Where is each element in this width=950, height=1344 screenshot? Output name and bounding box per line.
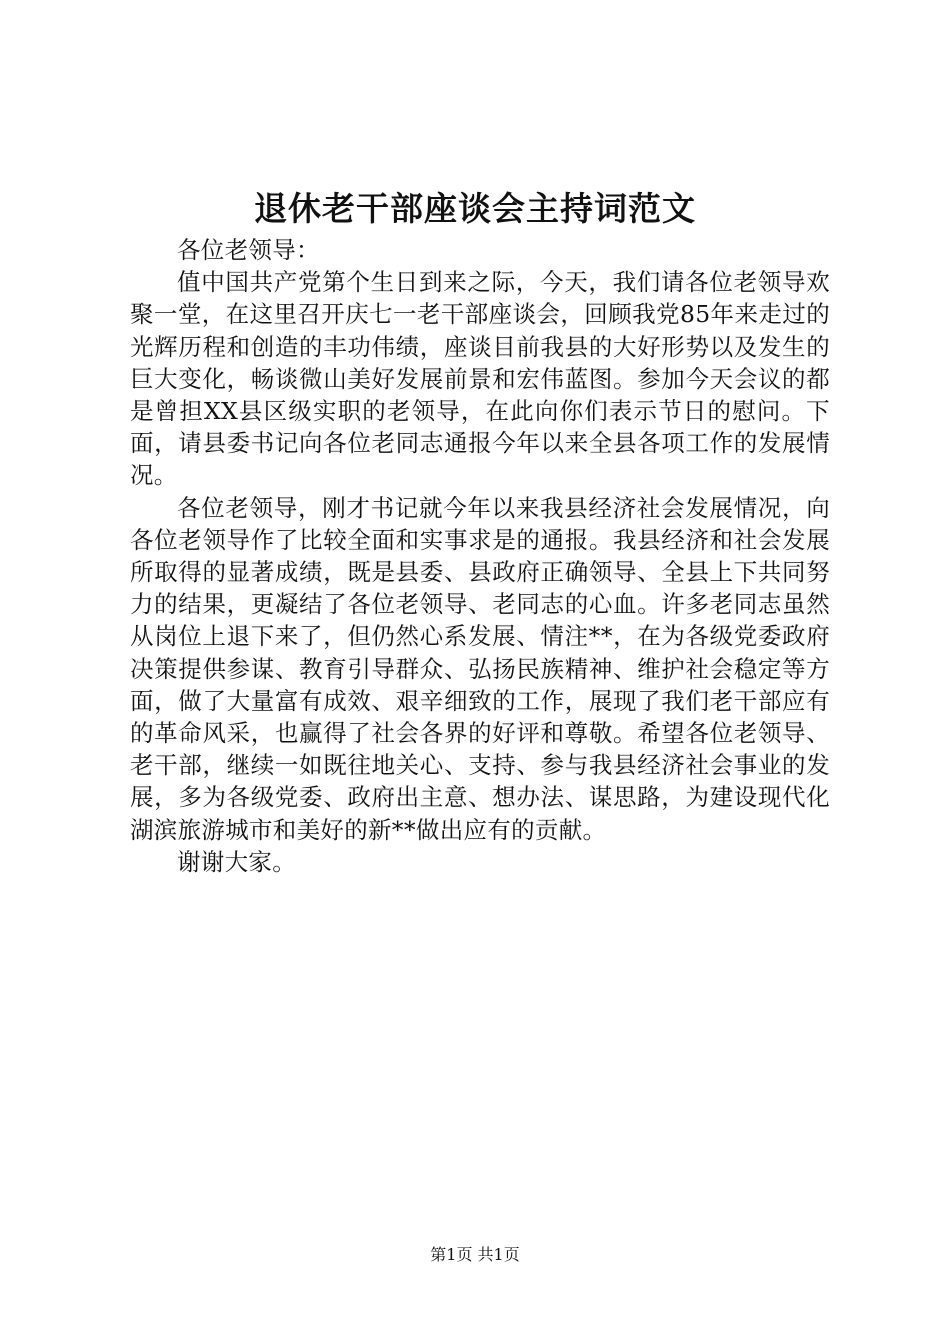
document-body [130, 234, 830, 878]
document-title: 退休老干部座谈会主持词范文 [254, 189, 696, 228]
body-paragraph: 值中国共产党第个生日到来之际，今天，我们请各位老领导欢聚一堂，在这里召开庆七一老干部座谈会，回顾我党85年来走过的光辉历程和创造的丰功伟绩，座谈目前我县的大好形势以及发生的巨大变化，畅谈微山美好发展前景和宏伟蓝图。参加今天会议的都是曾担XX县区级实职的老领导，在此向你们表示节日的慰问。下面，请县委书记向各位老同志通报今年以来全县各项工作的发展情况。 [130, 268, 830, 490]
salutation-paragraph: 各位老领导： [177, 236, 320, 264]
closing-paragraph: 谢谢大家。 [177, 847, 296, 876]
body-paragraph: 各位老领导，刚才书记就今年以来我县经济社会发展情况，向各位老领导作了比较全面和实事求是的通报。我县经济和社会发展所取得的显著成绩，既是县委、县政府正确领导、全县上下共同努力的结果，更凝结了各位老领导、老同志的心血。许多老同志虽然从岗位上退下来了，但仍然心系发展、情注**，在为各级党委政府决策提供参谋、教育引导群众、弘扬民族精神、维护社会稳定等方面，做了大量富有成效、艰辛细致的工作，展现了我们老干部应有的革命风采，也赢得了社会各界的好评和尊敬。希望各位老领导、老干部，继续一如既往地关心、支持、参与我县经济社会事业的发展，多为各级党委、政府出主意、想办法、谋思路，为建设现代化湖滨旅游城市和美好的新**做出应有的贡献。 [130, 493, 830, 844]
page-footer: 第1页 共1页 [430, 1245, 520, 1264]
